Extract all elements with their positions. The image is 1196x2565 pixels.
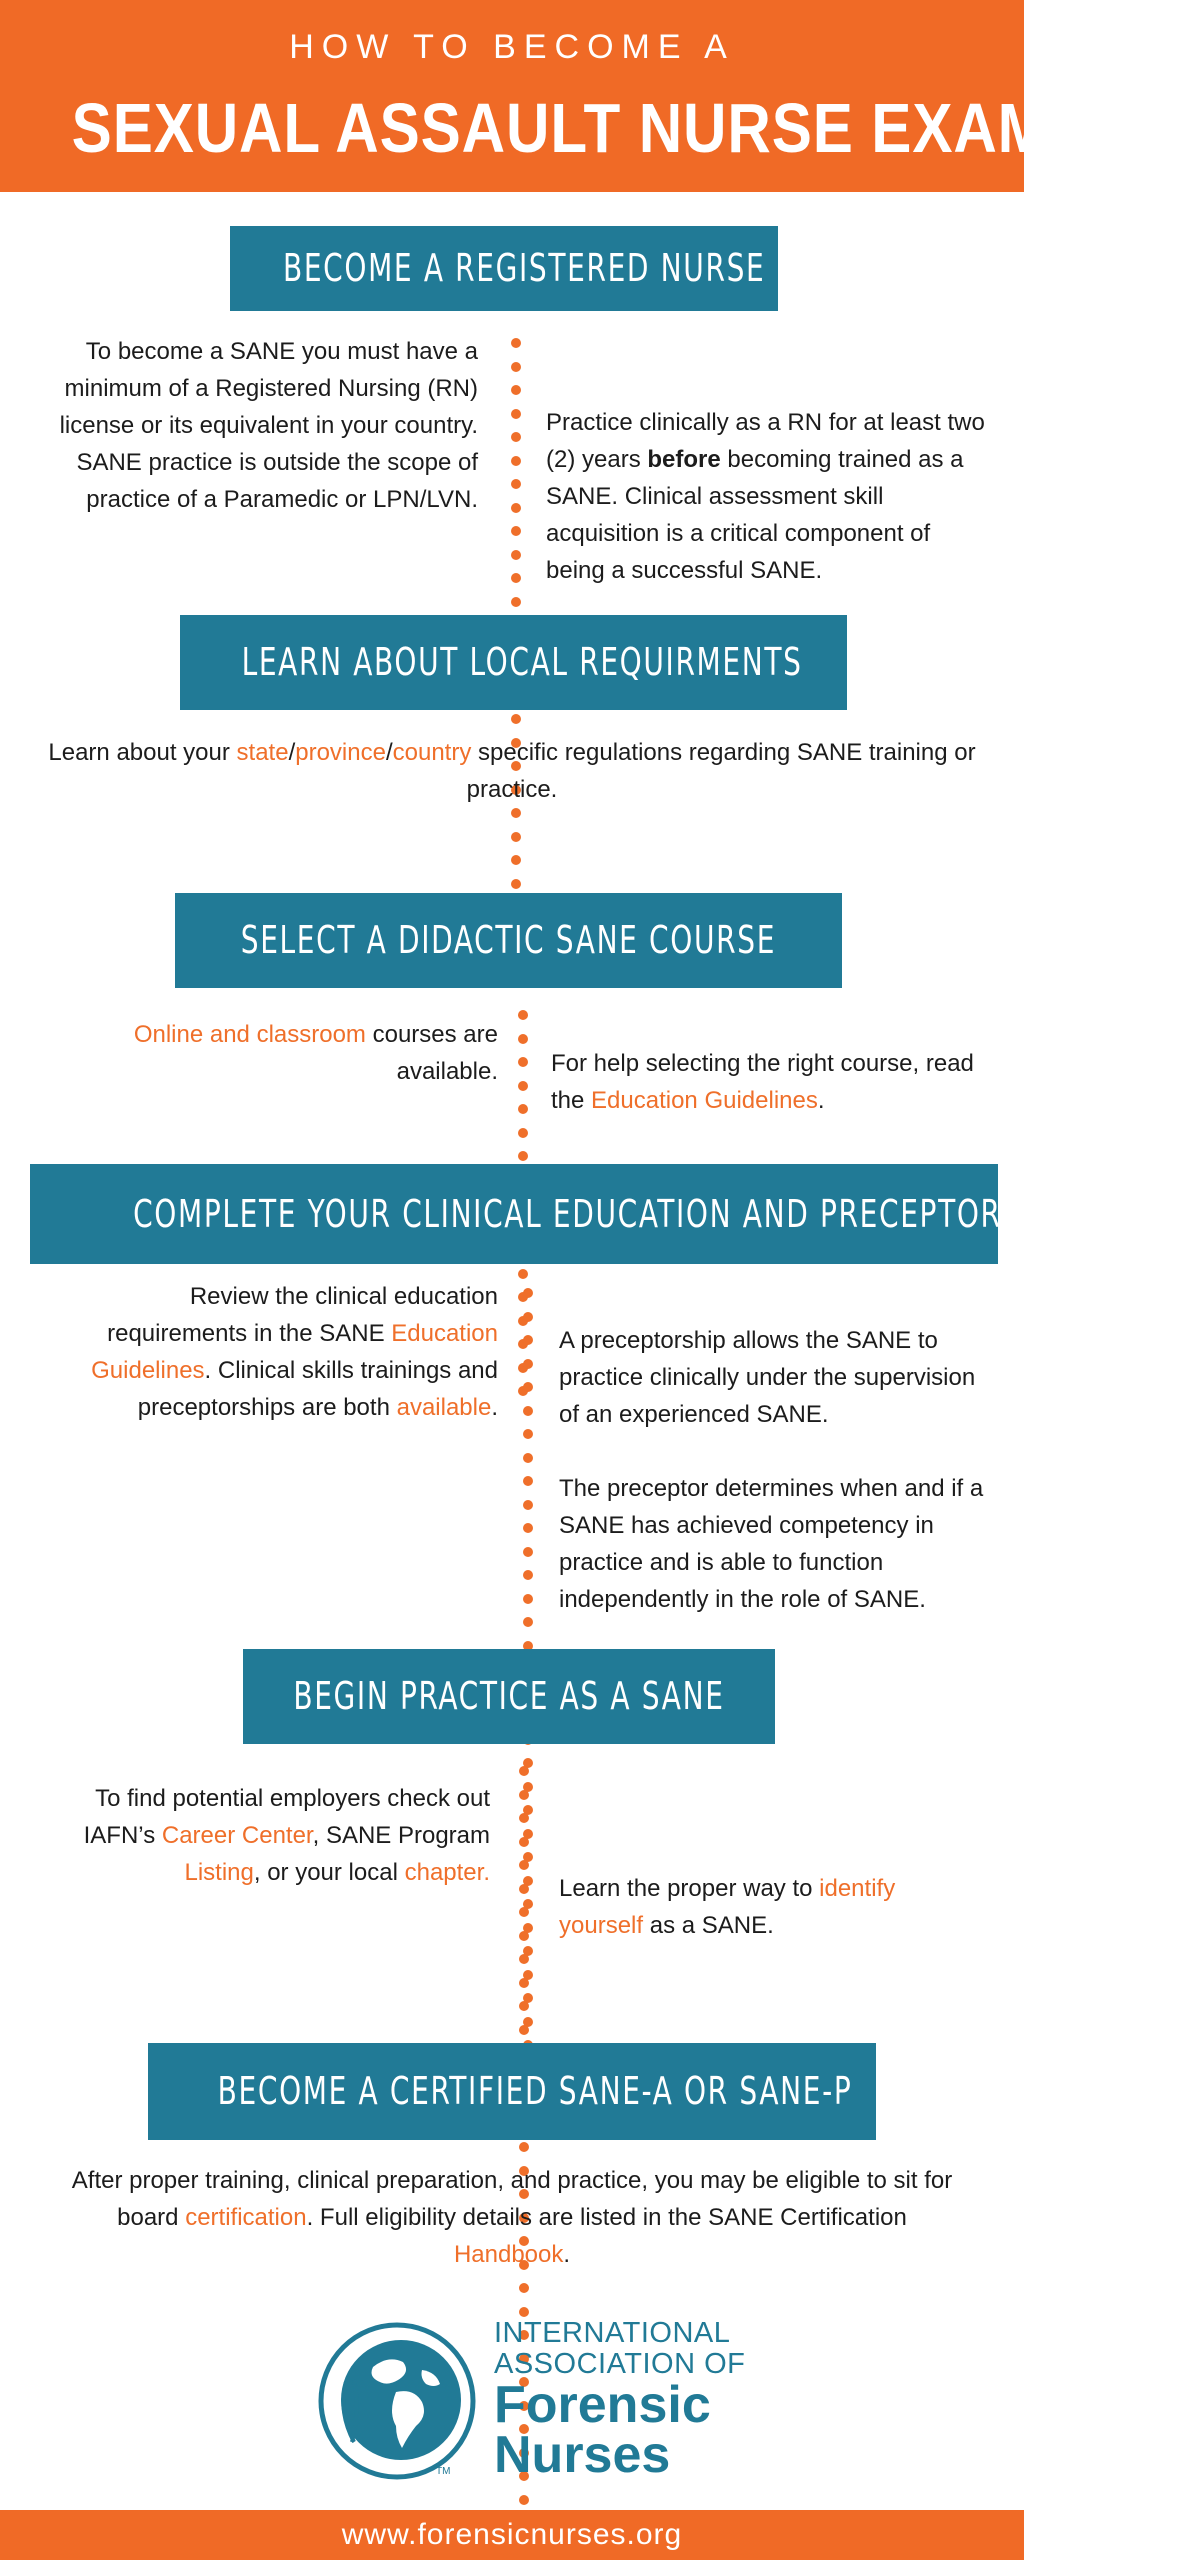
header-subtitle: HOW TO BECOME A — [289, 28, 735, 66]
identify-yourself-link[interactable]: identify yourself — [559, 1875, 896, 1939]
step2-heading-text: LEARN ABOUT LOCAL REQUIRMENTS — [241, 640, 803, 684]
step4-heading — [30, 1164, 1073, 1264]
iafn-logo-text — [494, 2317, 746, 2484]
country-link[interactable]: country — [392, 739, 472, 766]
step3-heading — [175, 893, 842, 988]
step5-heading — [243, 1649, 775, 1744]
logo-line-3: Forensic — [494, 2376, 711, 2434]
logo-line-1: INTERNATIONAL — [494, 2317, 731, 2349]
globe-logo-icon — [318, 2322, 476, 2480]
page-title: SEXUAL ASSAULT NURSE EXAMINER — [71, 89, 1196, 167]
chapter-link[interactable]: chapter. — [404, 1859, 490, 1886]
step6-heading-text: BECOME A CERTIFIED SANE-A OR SANE-P — [217, 2069, 853, 2113]
step4-right-text-1: A preceptorship allows the SANE to practice clinically under the supervision of an experienced SANE. — [559, 1327, 976, 1428]
career-center-link[interactable]: Career Center — [161, 1822, 313, 1849]
step3-right-text: For help selecting the right course, read the Education Guidelines. — [551, 1050, 974, 1114]
footer-bar — [0, 2510, 1024, 2560]
step1-left-text: To become a SANE you must have a minimum of a Registered Nursing (RN) license or its equivalent in your country. SANE practice is outside the scope of practice of a Paramedic or LPN/LVN. — [59, 338, 478, 513]
step2-heading — [180, 615, 847, 710]
trademark-mark: TM — [436, 2466, 451, 2477]
step5-heading-text: BEGIN PRACTICE AS A SANE — [293, 1674, 725, 1718]
step1-right-text: Practice clinically as a RN for at least two (2) years before becoming trained as a SANE. Clinical assessment skill acquisition is a critical component of being a successful SANE. — [546, 409, 985, 584]
step4-heading-text: COMPLETE YOUR CLINICAL EDUCATION AND PRECEPTORSHIP — [133, 1192, 1073, 1236]
province-link[interactable]: province — [295, 739, 386, 766]
online-classroom-link[interactable]: Online and classroom — [133, 1021, 366, 1048]
header-banner — [0, 0, 1196, 192]
step2-text: Learn about your state/province/country specific regulations regarding SANE training or practice. — [48, 739, 976, 803]
education-guidelines-link-2[interactable]: Education Guidelines — [91, 1320, 498, 1384]
step3-left-text: Online and classroom courses are available. — [133, 1021, 498, 1085]
available-link[interactable]: available — [396, 1394, 492, 1421]
logo-line-4: Nurses — [494, 2426, 671, 2484]
education-guidelines-link[interactable]: Education Guidelines — [591, 1087, 818, 1114]
emphasis-before: before — [647, 446, 721, 473]
step1-heading-text: BECOME A REGISTERED NURSE — [282, 246, 766, 290]
step4-left-text: Review the clinical education requirements in the SANE Education Guidelines. Clinical skills trainings and preceptorships are both available. — [91, 1283, 498, 1421]
step6-text: After proper training, clinical preparation, and practice, you may be eligible to sit for board certification. Full eligibility details are listed in the SANE Certification Handbook. — [71, 2167, 953, 2268]
step6-heading — [148, 2043, 876, 2140]
step3-heading-text: SELECT A DIDACTIC SANE COURSE — [240, 918, 777, 962]
handbook-link[interactable]: Handbook — [453, 2241, 564, 2268]
step5-left-text: To find potential employers check out IAFN’s Career Center, SANE Program Listing, or your local chapter. — [83, 1785, 490, 1886]
step5-right-text: Learn the proper way to identify yourself as a SANE. — [559, 1875, 896, 1939]
state-link[interactable]: state — [236, 739, 289, 766]
step1-heading — [230, 226, 778, 311]
certification-link[interactable]: certification — [185, 2204, 307, 2231]
step4-right-text-2: The preceptor determines when and if a SANE has achieved competency in practice and is able to function independently in the role of SANE. — [559, 1475, 984, 1613]
logo-line-2: ASSOCIATION OF — [494, 2348, 746, 2380]
website-link[interactable]: www.forensicnurses.org — [341, 2518, 683, 2551]
listing-link[interactable]: Listing — [184, 1859, 254, 1886]
